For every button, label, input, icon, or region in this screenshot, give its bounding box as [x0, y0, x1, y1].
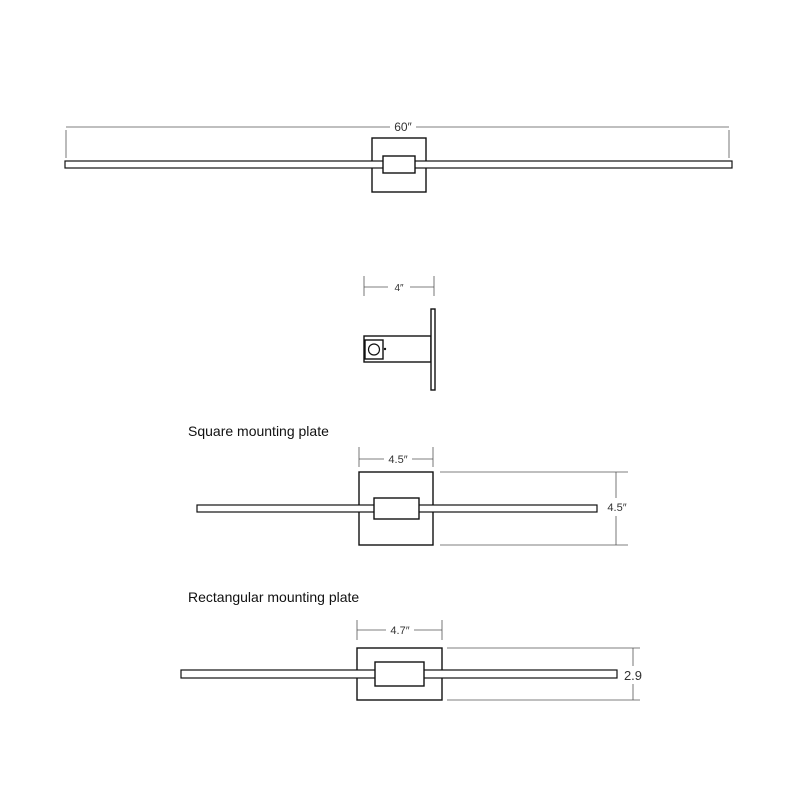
- rect-height-label: 2.9: [623, 668, 643, 683]
- front-view: [65, 120, 732, 192]
- side-view: [364, 276, 435, 390]
- front-width-label: 60″: [394, 120, 412, 134]
- rect-width-label: 4.7″: [390, 625, 410, 637]
- square-arm-block: [374, 498, 419, 519]
- front-arm-block: [383, 156, 415, 173]
- rect-arm-block: [375, 662, 424, 686]
- side-end-cap: [365, 340, 386, 359]
- square-height-label: 4.5″: [607, 502, 627, 514]
- square-plate-caption: Square mounting plate: [188, 423, 329, 439]
- square-plate-view: [197, 447, 628, 545]
- rect-plate-view: [181, 620, 642, 700]
- square-width-label: 4.5″: [388, 454, 408, 466]
- side-depth-dimension: [364, 276, 434, 296]
- side-depth-label: 4″: [394, 283, 404, 294]
- rect-plate-caption: Rectangular mounting plate: [188, 589, 360, 605]
- rect-width-dimension: [357, 620, 442, 640]
- square-width-dimension: [359, 447, 433, 467]
- side-wall-plate: [431, 309, 435, 390]
